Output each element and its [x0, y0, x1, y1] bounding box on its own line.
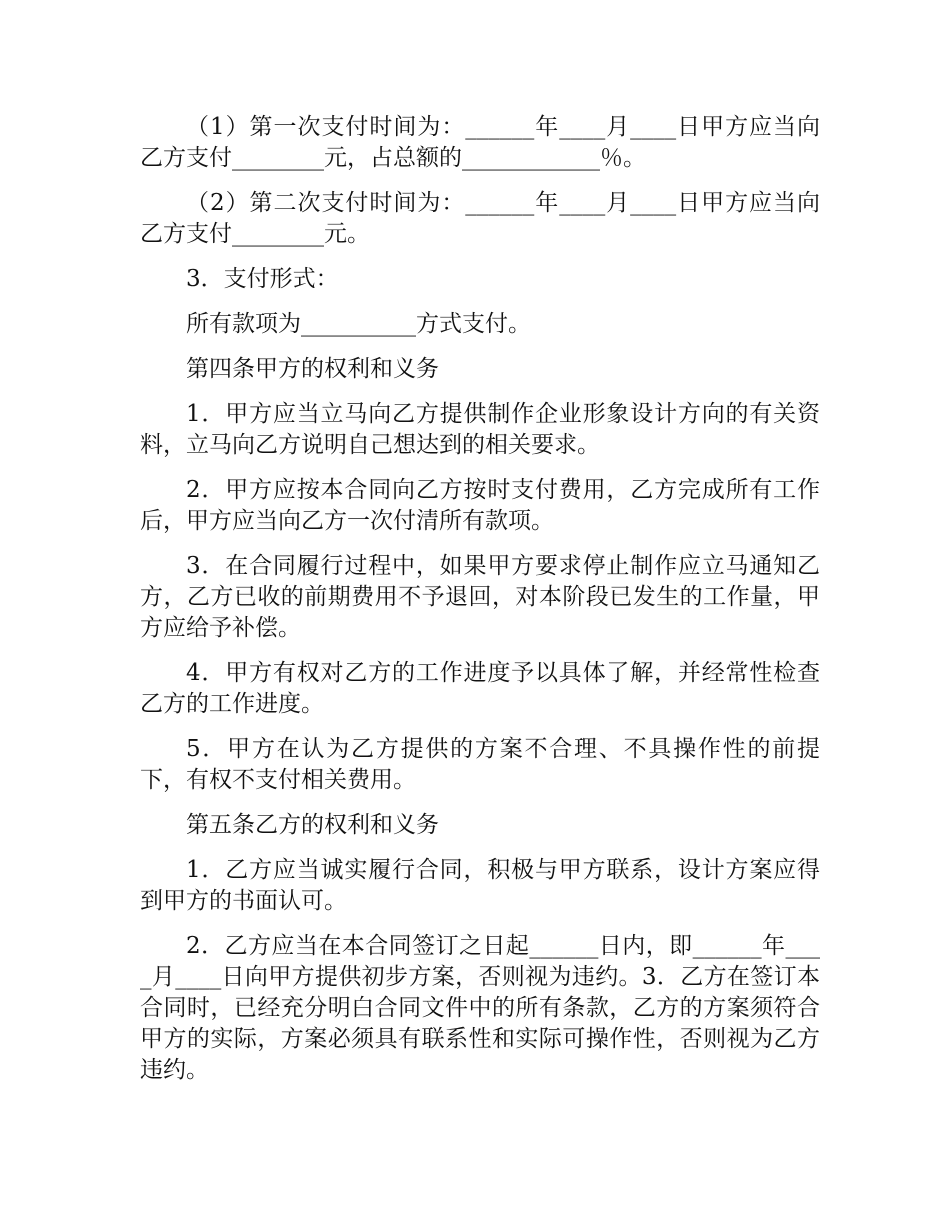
- party-a-clause-5: 5．甲方在认为乙方提供的方案不合理、不具操作性的前提下，有权不支付相关费用。: [140, 736, 820, 793]
- party-a-clause-3: 3．在合同履行过程中，如果甲方要求停止制作应立马通知乙方，乙方已收的前期费用不予退回，对本阶段已发生的工作量，甲方应给予补偿。: [140, 553, 820, 641]
- article-four-heading: 第四条甲方的权利和义务: [186, 356, 439, 382]
- payment-second-installment: （2）第二次支付时间为：______年____月____日甲方应当向乙方支付________元。: [140, 190, 820, 247]
- party-a-clause-4: 4．甲方有权对乙方的工作进度予以具体了解，并经常性检查乙方的工作进度。: [140, 660, 820, 717]
- document-page: [140, 112, 820, 1100]
- payment-method-clause: 所有款项为__________方式支付。: [186, 311, 531, 337]
- party-b-clause-1: 1．乙方应当诚实履行合同，积极与甲方联系，设计方案应得到甲方的书面认可。: [140, 857, 820, 914]
- party-a-clause-1: 1．甲方应当立马向乙方提供制作企业形象设计方向的有关资料，立马向乙方说明自己想达到的相关要求。: [140, 401, 820, 458]
- article-five-heading: 第五条乙方的权利和义务: [186, 812, 439, 838]
- party-a-clause-2: 2．甲方应按本合同向乙方按时支付费用，乙方完成所有工作后，甲方应当向乙方一次付清所有款项。: [140, 477, 820, 534]
- party-b-clause-2: 2．乙方应当在本合同签订之日起______日内，即______年____月____日向甲方提供初步方案，否则视为违约。3．乙方在签订本合同时，已经充分明白合同文件中的所有条款，乙方的方案须符合甲方的实际，方案必须具有联系性和实际可操作性，否则视为乙方违约。: [140, 933, 820, 1083]
- payment-method-heading: 3．支付形式：: [186, 266, 339, 292]
- payment-first-installment: （1）第一次支付时间为：______年____月____日甲方应当向乙方支付________元，占总额的____________％。: [140, 114, 820, 171]
